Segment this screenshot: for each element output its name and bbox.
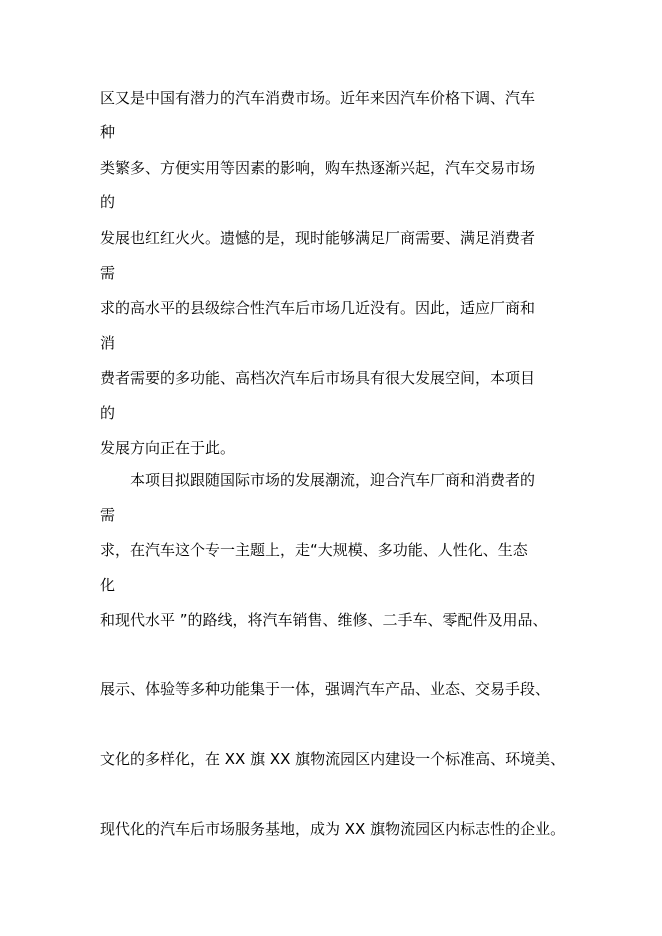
paragraph-line: 本项目拟跟随国际市场的发展潮流，迎合汽车厂商和消费者的 (100, 471, 536, 489)
paragraph-line: 需 (100, 264, 116, 282)
paragraph-line: 的 (100, 193, 116, 211)
paragraph-line: 的 (100, 404, 116, 422)
paragraph-line: 区又是中国有潜力的汽车消费市场。近年来因汽车价格下调、汽车 (100, 89, 536, 107)
paragraph-line: 需 (100, 506, 116, 524)
paragraph-line: 发展也红红火火。遗憾的是，现时能够满足厂商需要、满足消费者 (100, 229, 536, 247)
paragraph-line: 求的高水平的县级综合性汽车后市场几近没有。因此，适应厂商和 (100, 299, 536, 317)
paragraph-line: 和现代水平 ”的路线，将汽车销售、维修、二手车、零配件及用品、 (100, 611, 548, 629)
paragraph-line: 求，在汽车这个专一主题上，走“大规模、多功能、人性化、生态 (100, 541, 528, 559)
paragraph-line: 现代化的汽车后市场服务基地，成为 XX 旗物流园区内标志性的企业。 (100, 820, 566, 838)
paragraph-line: 文化的多样化，在 XX 旗 XX 旗物流园区内建设一个标准高、环境美、 (100, 750, 566, 768)
paragraph-line: 消 (100, 334, 116, 352)
paragraph-line: 种 (100, 123, 116, 141)
paragraph-line: 发展方向正在于此。 (100, 439, 236, 457)
paragraph-line: 类繁多、方便实用等因素的影响，购车热逐渐兴起，汽车交易市场 (100, 159, 536, 177)
paragraph-line: 费者需要的多功能、高档次汽车后市场具有很大发展空间，本项目 (100, 369, 536, 387)
paragraph-line: 展示、体验等多种功能集于一体，强调汽车产品、业态、交易手段、 (100, 680, 551, 698)
paragraph-line: 化 (100, 576, 116, 594)
